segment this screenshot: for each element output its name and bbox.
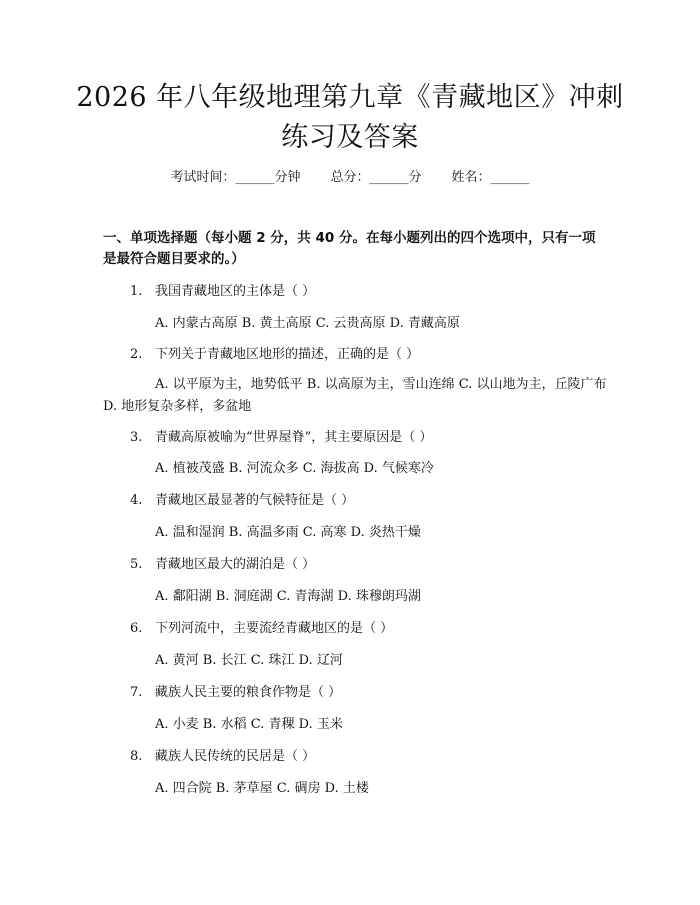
- question-6-options: A. 黄河 B. 长江 C. 珠江 D. 辽河: [155, 653, 343, 668]
- question-number: 2.: [130, 347, 143, 362]
- question-2-options: A. 以平原为主，地势低平 B. 以高原为主，雪山连绵 C. 以山地为主，丘陵广布 D. 地形复杂多样，多盆地: [103, 377, 607, 414]
- question-4: [103, 492, 608, 510]
- title-line-1: 2026 年八年级地理第九章《青藏地区》冲刺: [76, 82, 624, 113]
- question-3: [103, 429, 608, 447]
- question-number: 5.: [130, 557, 143, 572]
- exam-time-field: 考试时间：______分钟: [170, 170, 301, 185]
- question-text: 青藏高原被喻为“世界屋脊”，其主要原因是（ ）: [155, 430, 433, 445]
- question-number: 8.: [130, 749, 143, 764]
- question-7-options: A. 小麦 B. 水稻 C. 青稞 D. 玉米: [155, 717, 343, 732]
- question-number: 1.: [130, 284, 143, 299]
- question-6: [103, 620, 608, 638]
- question-5-options: A. 鄱阳湖 B. 洞庭湖 C. 青海湖 D. 珠穆朗玛湖: [155, 589, 421, 604]
- question-5: [103, 556, 608, 574]
- question-7: [103, 684, 608, 702]
- question-8: [103, 748, 608, 766]
- title-line-2: 练习及答案: [281, 122, 419, 153]
- question-2: [103, 346, 608, 364]
- question-number: 4.: [130, 493, 143, 508]
- question-number: 3.: [130, 430, 143, 445]
- exam-info: [0, 170, 700, 186]
- question-text: 青藏地区最大的湖泊是（ ）: [155, 557, 316, 572]
- question-number: 6.: [130, 621, 143, 636]
- question-1-options: A. 内蒙古高原 B. 黄土高原 C. 云贵高原 D. 青藏高原: [155, 316, 460, 331]
- page-title: [60, 78, 640, 158]
- question-3-options: A. 植被茂盛 B. 河流众多 C. 海拔高 D. 气候寒冷: [155, 461, 434, 476]
- question-text: 我国青藏地区的主体是（ ）: [155, 284, 316, 299]
- question-text: 下列关于青藏地区地形的描述，正确的是（ ）: [155, 347, 420, 362]
- question-text: 藏族人民主要的粮食作物是（ ）: [155, 685, 342, 700]
- question-text: 下列河流中，主要流经青藏地区的是（ ）: [155, 621, 394, 636]
- question-text: 藏族人民传统的民居是（ ）: [155, 749, 316, 764]
- question-text: 青藏地区最显著的气候特征是（ ）: [155, 493, 355, 508]
- question-8-options: A. 四合院 B. 茅草屋 C. 碉房 D. 土楼: [155, 781, 369, 796]
- student-name-field: 姓名：______: [451, 170, 530, 185]
- total-score-field: 总分：______分: [330, 170, 422, 185]
- section-heading: 一、单项选择题（每小题 2 分，共 40 分。在每小题列出的四个选项中，只有一项是最符合题目要求的。）: [103, 230, 596, 267]
- question-1: [103, 283, 608, 301]
- question-number: 7.: [130, 685, 143, 700]
- question-4-options: A. 温和湿润 B. 高温多雨 C. 高寒 D. 炎热干燥: [155, 525, 421, 540]
